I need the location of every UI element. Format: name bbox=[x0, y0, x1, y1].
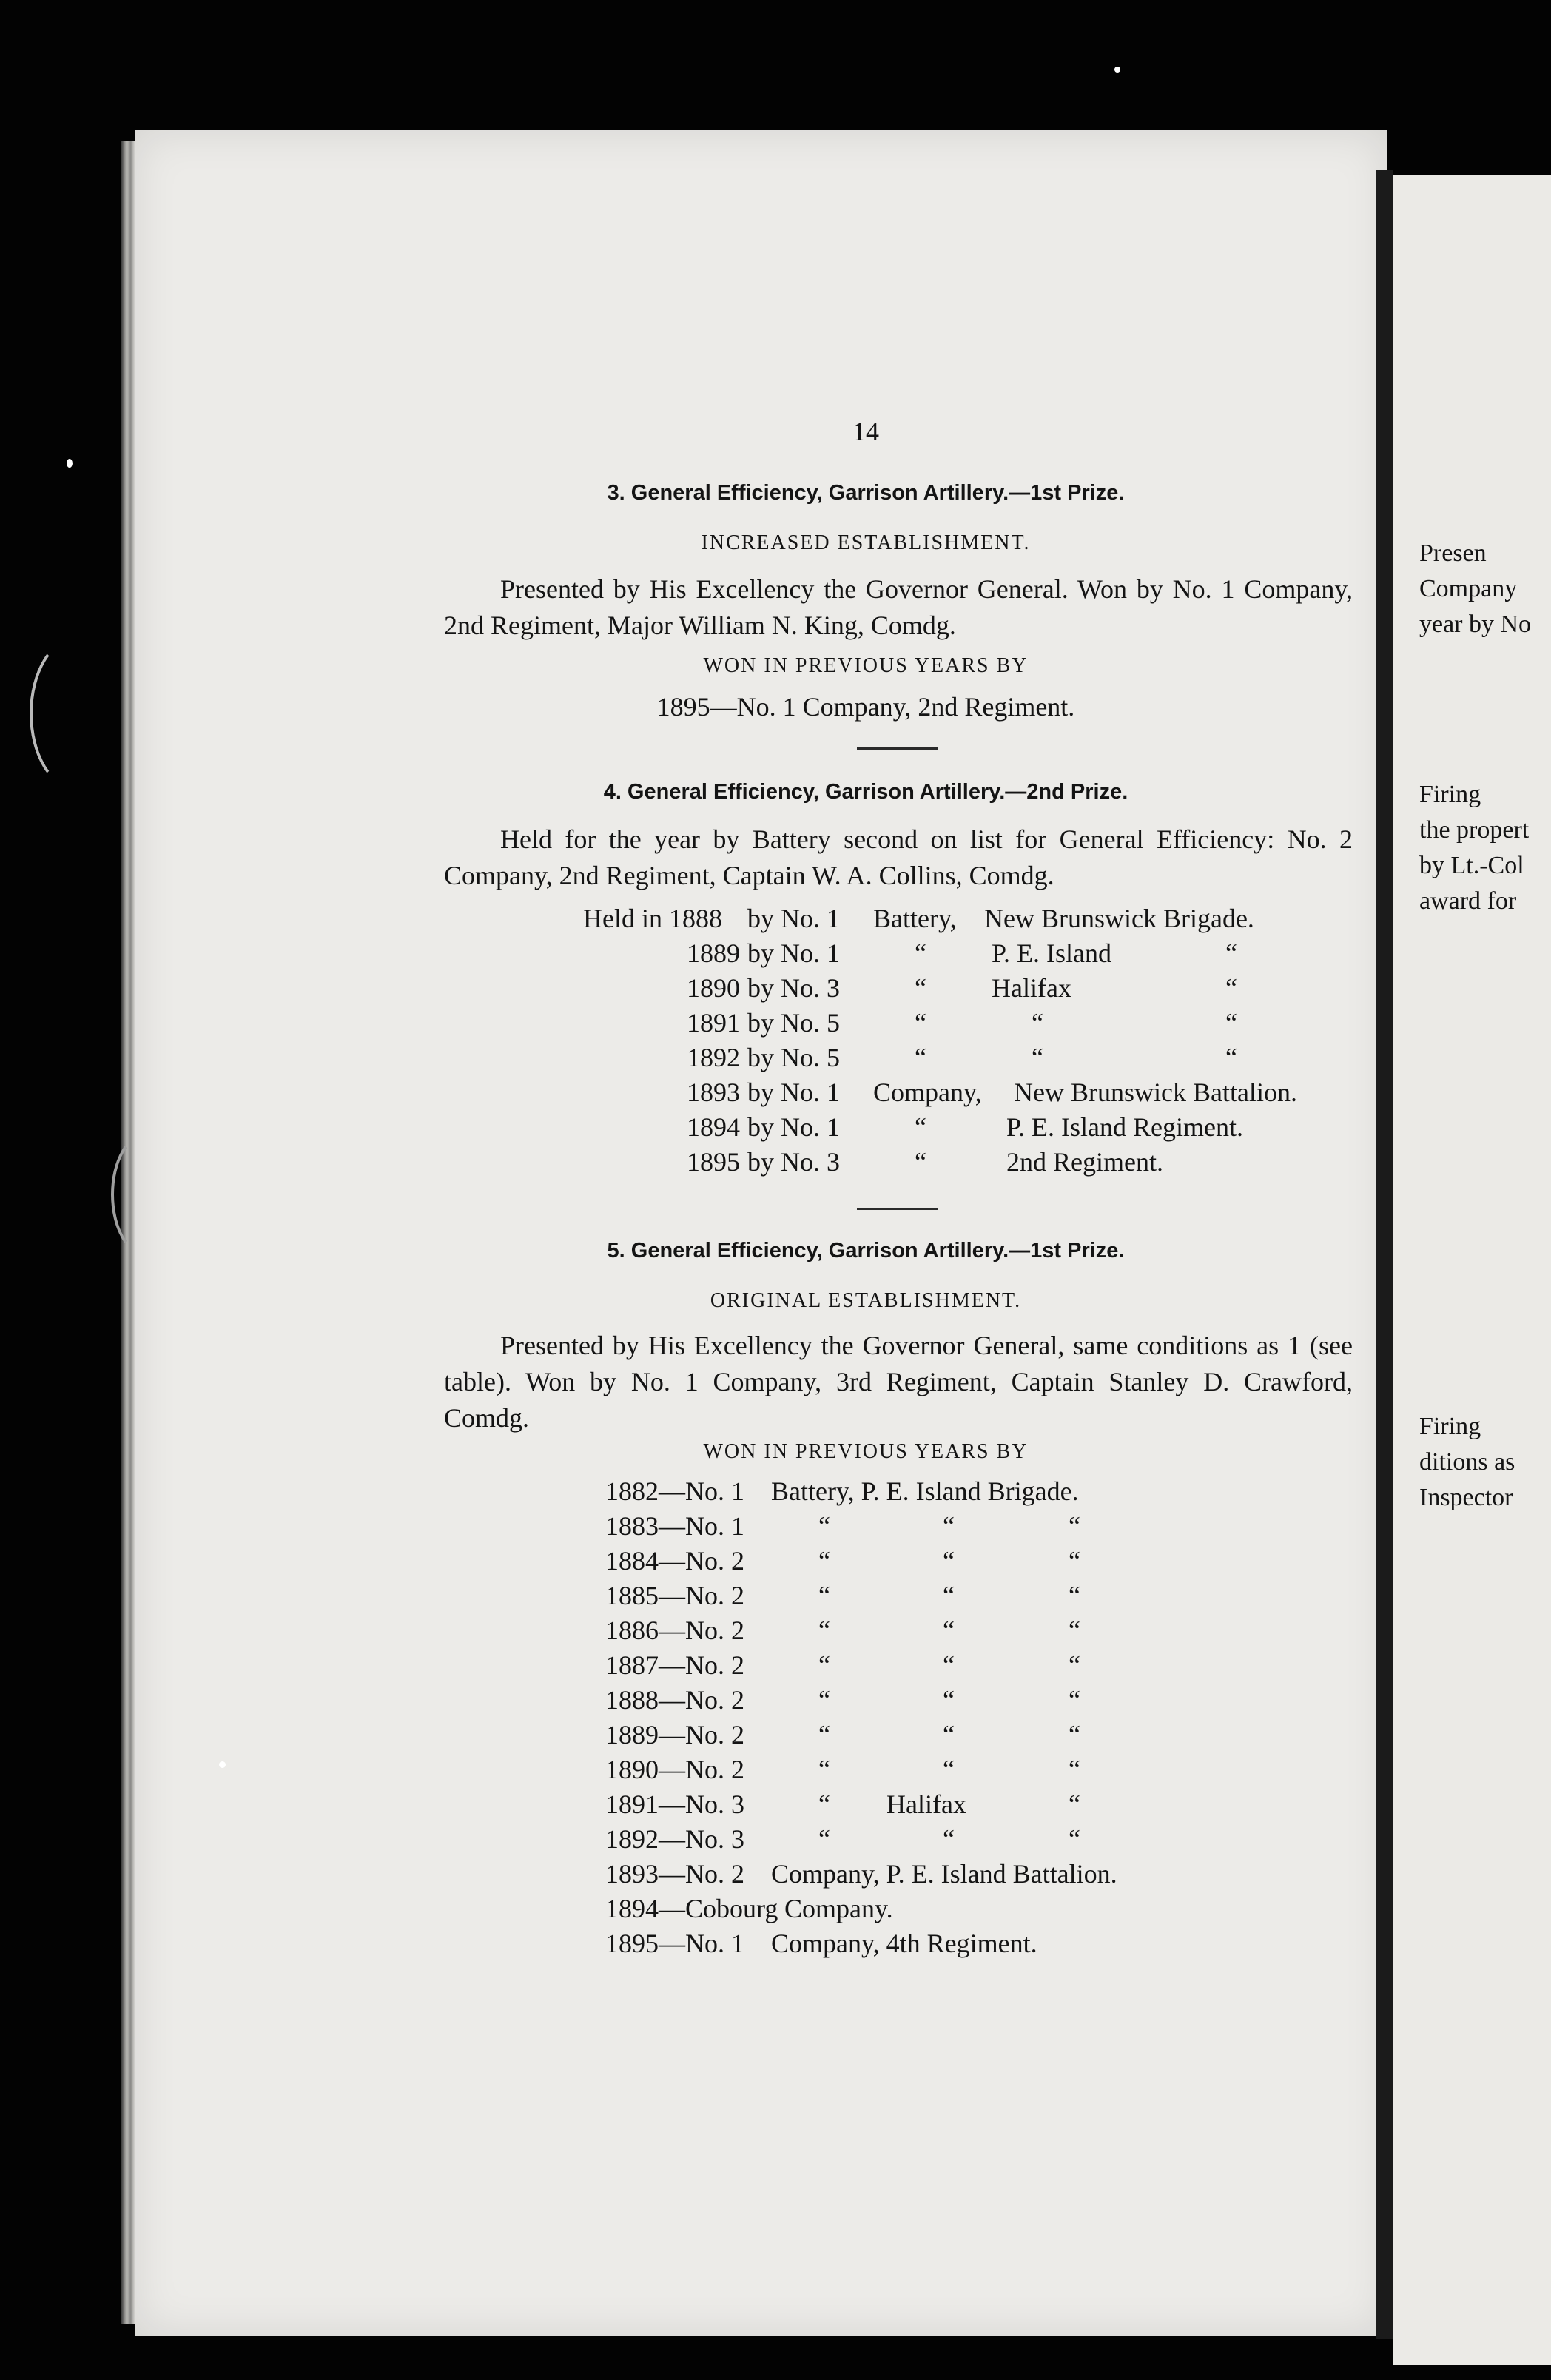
row-number: by No. 5 bbox=[747, 1043, 840, 1072]
row-col-3: “ bbox=[1069, 1546, 1080, 1576]
row-col-3: “ bbox=[1069, 1650, 1080, 1680]
section-3-subheading: INCREASED ESTABLISHMENT. bbox=[701, 531, 1031, 554]
section-divider bbox=[857, 747, 938, 750]
facing-page bbox=[1393, 175, 1551, 2365]
row-year: 1891 bbox=[687, 1008, 740, 1038]
row-number: by No. 5 bbox=[747, 1008, 840, 1038]
row-year: 1892 bbox=[687, 1043, 740, 1072]
row-place: “ bbox=[1032, 1008, 1043, 1038]
row-col-2: “ bbox=[943, 1755, 955, 1784]
book-page bbox=[135, 130, 1387, 2336]
row-year: 1883—No. 1 bbox=[605, 1511, 744, 1541]
section-4-text: Held for the year by Battery second on list for General Efficiency: No. 2 Company, 2nd Regiment, Captain W. A. Collins, Comdg. bbox=[444, 824, 1353, 890]
row-number: by No. 1 bbox=[747, 904, 840, 933]
row-unit: “ bbox=[915, 1147, 926, 1177]
row-year: 1894—Cobourg bbox=[605, 1894, 778, 1923]
row-year: 1890 bbox=[687, 973, 740, 1003]
row-ditto: “ bbox=[1225, 973, 1237, 1003]
facing-line: Firing bbox=[1419, 1413, 1481, 1440]
facing-line: award for bbox=[1419, 887, 1517, 915]
row-place: 2nd Regiment. bbox=[1006, 1147, 1163, 1177]
row-unit: “ bbox=[915, 938, 926, 968]
row-year: 1889—No. 2 bbox=[605, 1720, 744, 1749]
row-col-1: Company, P. E. Island Battalion. bbox=[771, 1859, 1117, 1889]
row-year: 1885—No. 2 bbox=[605, 1581, 744, 1610]
row-col-1: “ bbox=[818, 1824, 830, 1854]
row-col-1: “ bbox=[818, 1685, 830, 1715]
facing-line: Firing bbox=[1419, 781, 1481, 808]
row-year: 1892—No. 3 bbox=[605, 1824, 744, 1854]
row-col-1: “ bbox=[818, 1789, 830, 1819]
row-col-1: “ bbox=[818, 1581, 830, 1610]
scan-speck bbox=[1114, 67, 1120, 73]
row-col-3: “ bbox=[1069, 1581, 1080, 1610]
row-col-1: Company. bbox=[784, 1894, 893, 1923]
section-5-previous-heading: WON IN PREVIOUS YEARS BY bbox=[703, 1440, 1029, 1463]
row-place: P. E. Island Regiment. bbox=[1006, 1112, 1243, 1142]
row-unit: Company, bbox=[873, 1078, 982, 1107]
row-col-2: Halifax bbox=[886, 1789, 966, 1819]
row-col-1: “ bbox=[818, 1720, 830, 1749]
row-col-2: “ bbox=[943, 1616, 955, 1645]
scan-artifact bbox=[111, 1132, 184, 1257]
row-year: 1884—No. 2 bbox=[605, 1546, 744, 1576]
row-unit: “ bbox=[915, 1043, 926, 1072]
facing-line: ditions as bbox=[1419, 1448, 1515, 1476]
row-year: Held in 1888 bbox=[583, 904, 722, 933]
section-divider bbox=[857, 1208, 938, 1210]
section-4-heading: 4. General Efficiency, Garrison Artillery.—2nd Prize. bbox=[603, 780, 1128, 804]
row-unit: “ bbox=[915, 1112, 926, 1142]
row-number: by No. 1 bbox=[747, 938, 840, 968]
row-year: 1888—No. 2 bbox=[605, 1685, 744, 1715]
row-col-1: “ bbox=[818, 1511, 830, 1541]
row-col-3: “ bbox=[1069, 1755, 1080, 1784]
facing-line: Inspector bbox=[1419, 1484, 1513, 1511]
row-unit: “ bbox=[915, 1008, 926, 1038]
row-col-2: “ bbox=[943, 1720, 955, 1749]
section-4-paragraph bbox=[444, 821, 1353, 894]
row-number: by No. 1 bbox=[747, 1078, 840, 1107]
row-year: 1893—No. 2 bbox=[605, 1859, 744, 1889]
row-col-2: “ bbox=[943, 1685, 955, 1715]
scan-speck bbox=[67, 459, 73, 468]
section-5-heading: 5. General Efficiency, Garrison Artillery.—1st Prize. bbox=[607, 1239, 1125, 1263]
section-3-previous-heading: WON IN PREVIOUS YEARS BY bbox=[703, 654, 1029, 677]
row-number: by No. 3 bbox=[747, 973, 840, 1003]
row-year: 1890—No. 2 bbox=[605, 1755, 744, 1784]
row-place: Halifax bbox=[992, 973, 1071, 1003]
row-col-2: “ bbox=[943, 1511, 955, 1541]
scan-speck bbox=[219, 1761, 226, 1768]
row-col-1: “ bbox=[818, 1755, 830, 1784]
row-ditto: “ bbox=[1225, 1043, 1237, 1072]
row-unit: Battery, bbox=[873, 904, 957, 933]
section-5-subheading: ORIGINAL ESTABLISHMENT. bbox=[710, 1289, 1022, 1312]
row-unit: “ bbox=[915, 973, 926, 1003]
facing-line: Company bbox=[1419, 575, 1518, 602]
row-year: 1895—No. 1 bbox=[605, 1929, 744, 1958]
row-year: 1895 bbox=[687, 1147, 740, 1177]
row-number: by No. 1 bbox=[747, 1112, 840, 1142]
row-year: 1893 bbox=[687, 1078, 740, 1107]
scan-artifact bbox=[30, 636, 124, 790]
section-5-text: Presented by His Excellency the Governor General, same conditions as 1 (see table). Won by No. 1 Company, 3rd Regiment, Captain Stanley D. Crawford, Comdg. bbox=[444, 1331, 1353, 1433]
row-col-2: “ bbox=[943, 1650, 955, 1680]
row-col-1: “ bbox=[818, 1650, 830, 1680]
row-place: P. E. Island bbox=[992, 938, 1111, 968]
row-col-3: “ bbox=[1069, 1685, 1080, 1715]
facing-line: Presen bbox=[1419, 539, 1487, 567]
row-year: 1894 bbox=[687, 1112, 740, 1142]
facing-line: by Lt.-Col bbox=[1419, 852, 1524, 879]
section-3-previous-winner: 1895—No. 1 Company, 2nd Regiment. bbox=[656, 692, 1075, 722]
page-number: 14 bbox=[852, 417, 879, 446]
row-col-3: “ bbox=[1069, 1616, 1080, 1645]
row-col-1: “ bbox=[818, 1546, 830, 1576]
row-col-3: “ bbox=[1069, 1511, 1080, 1541]
row-col-1: Company, 4th Regiment. bbox=[771, 1929, 1037, 1958]
section-5-paragraph bbox=[444, 1328, 1353, 1436]
row-col-2: “ bbox=[943, 1546, 955, 1576]
row-col-2: “ bbox=[943, 1581, 955, 1610]
section-3-heading: 3. General Efficiency, Garrison Artillery.—1st Prize. bbox=[607, 481, 1125, 505]
section-3-text: Presented by His Excellency the Governor General. Won by No. 1 Company, 2nd Regiment, Major William N. King, Comdg. bbox=[444, 574, 1353, 640]
row-year: 1889 bbox=[687, 938, 740, 968]
row-ditto: “ bbox=[1225, 938, 1237, 968]
row-col-1: Battery, P. E. Island Brigade. bbox=[771, 1476, 1079, 1506]
book-gutter bbox=[1376, 170, 1393, 2339]
facing-line: year by No bbox=[1419, 611, 1532, 638]
row-col-3: “ bbox=[1069, 1824, 1080, 1854]
facing-line: the propert bbox=[1419, 816, 1530, 844]
row-place: New Brunswick Brigade. bbox=[984, 904, 1254, 933]
row-year: 1891—No. 3 bbox=[605, 1789, 744, 1819]
row-col-1: “ bbox=[818, 1616, 830, 1645]
row-col-2: “ bbox=[943, 1824, 955, 1854]
row-year: 1887—No. 2 bbox=[605, 1650, 744, 1680]
row-col-3: “ bbox=[1069, 1720, 1080, 1749]
row-year: 1886—No. 2 bbox=[605, 1616, 744, 1645]
row-ditto: “ bbox=[1225, 1008, 1237, 1038]
row-year: 1882—No. 1 bbox=[605, 1476, 744, 1506]
section-3-paragraph bbox=[444, 571, 1353, 644]
row-place: “ bbox=[1032, 1043, 1043, 1072]
row-place: New Brunswick Battalion. bbox=[1014, 1078, 1297, 1107]
row-number: by No. 3 bbox=[747, 1147, 840, 1177]
row-col-3: “ bbox=[1069, 1789, 1080, 1819]
